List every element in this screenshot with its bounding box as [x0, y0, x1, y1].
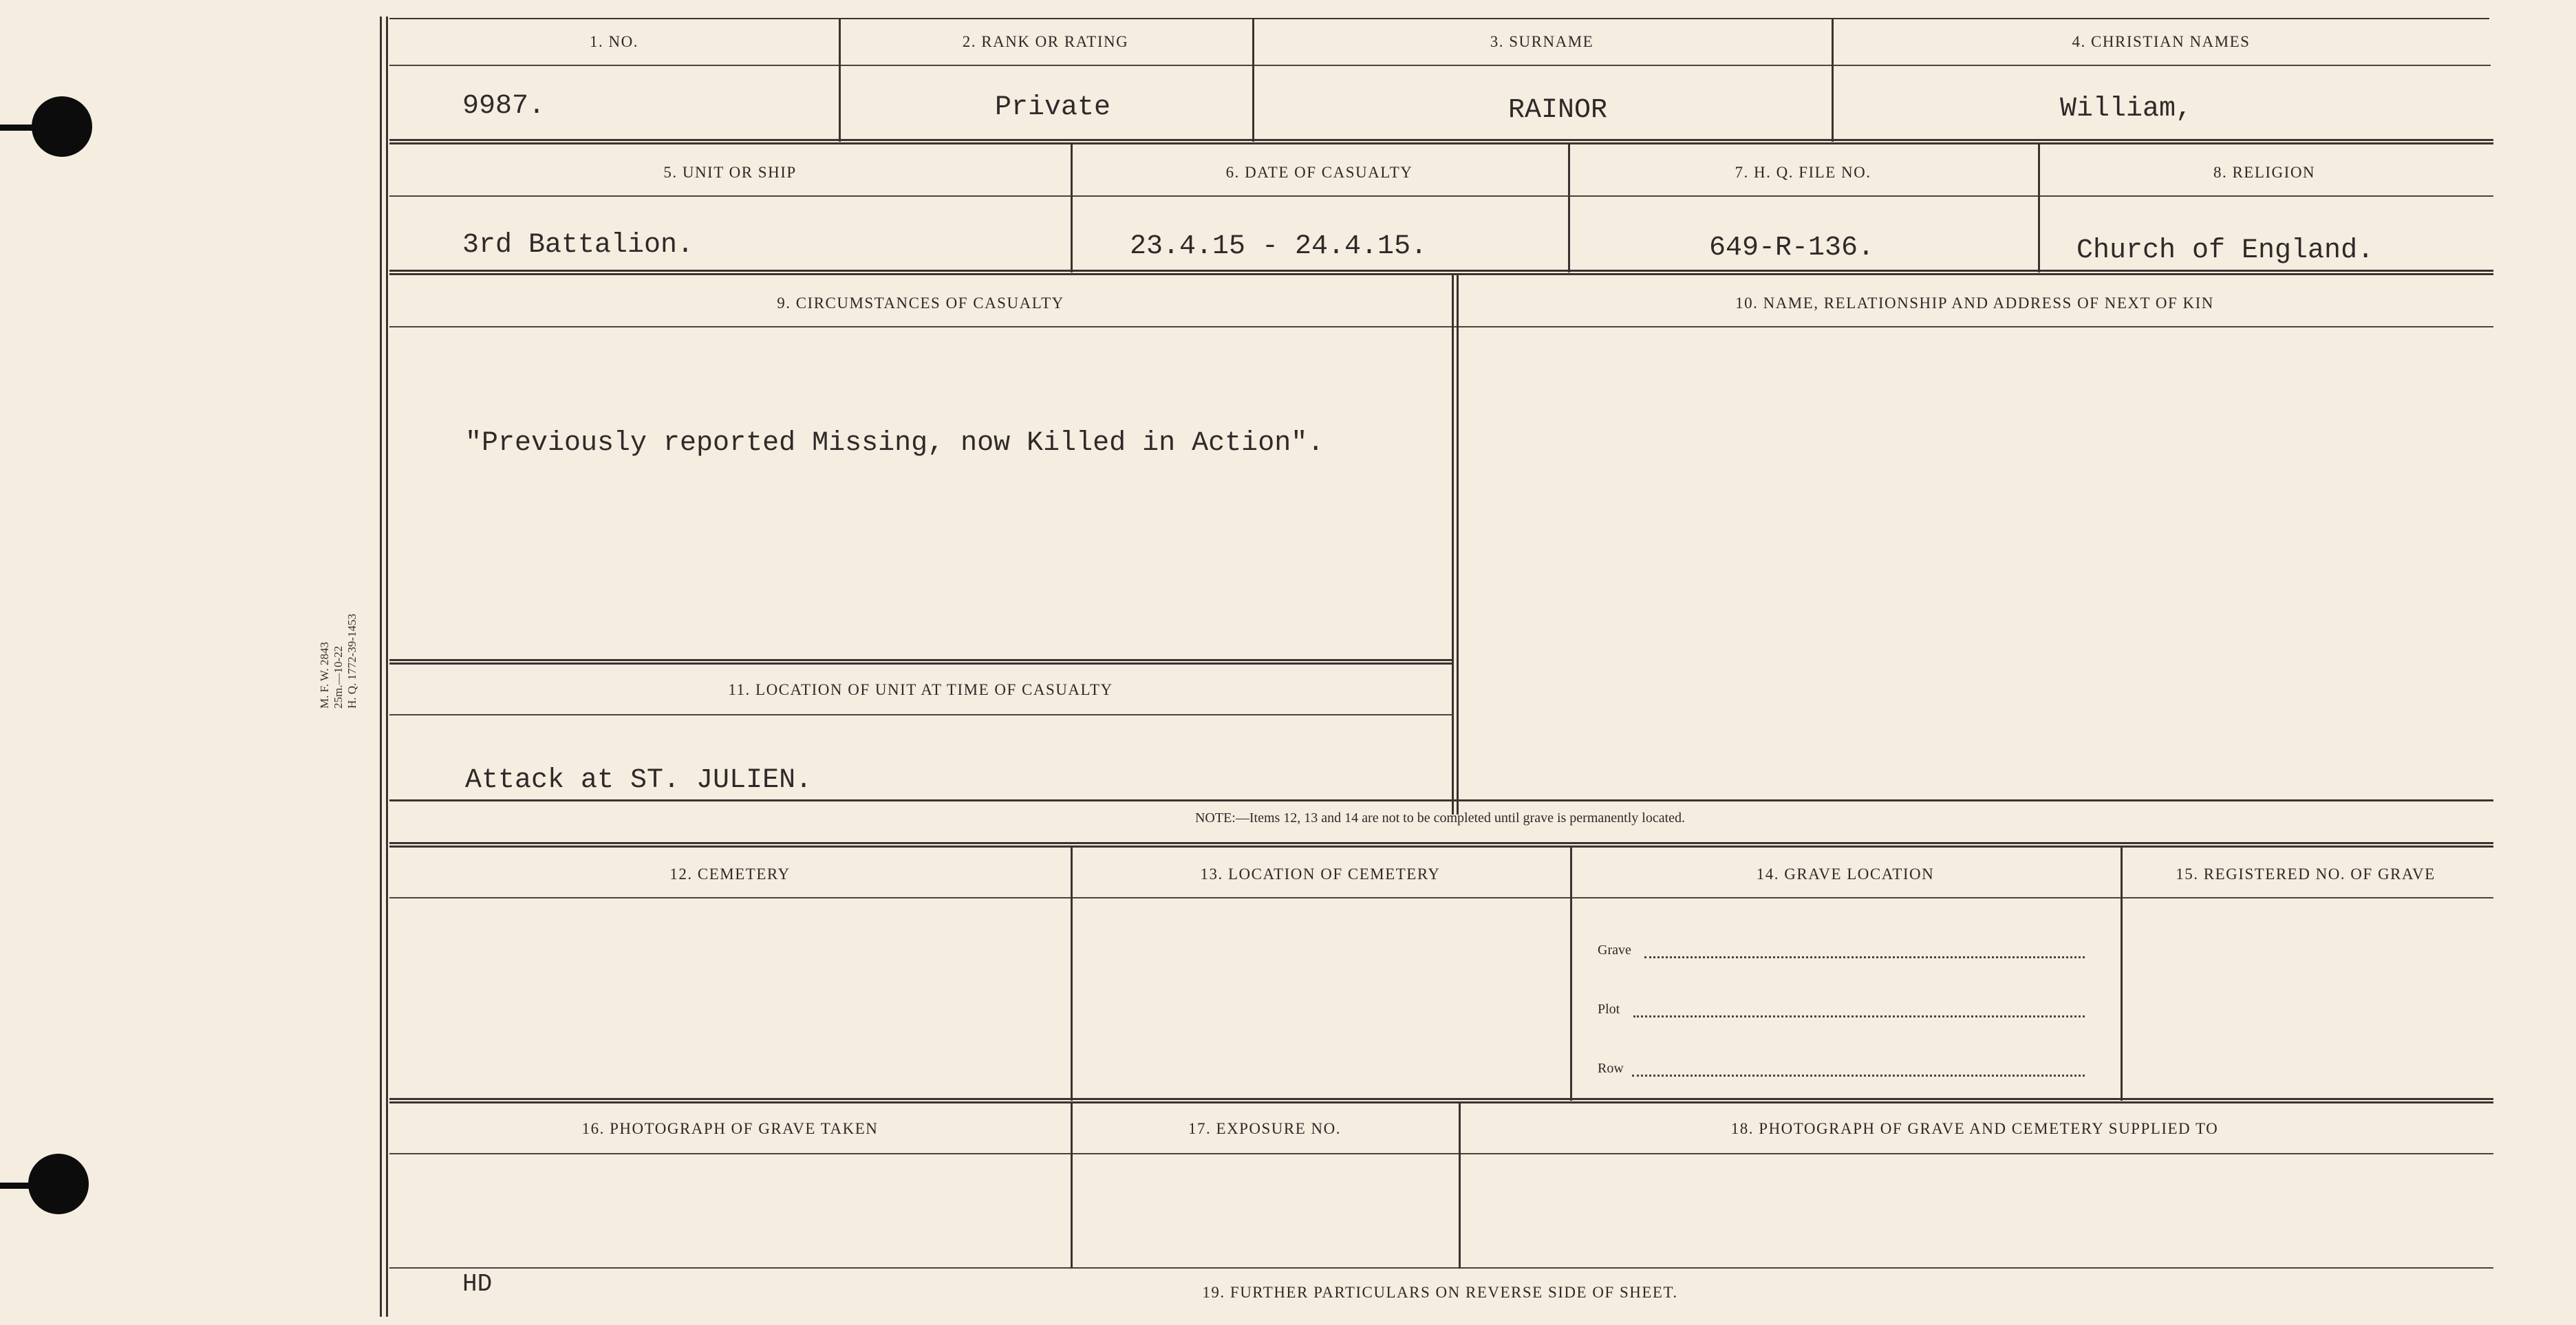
field-label-rank: 2. RANK OR RATING	[962, 33, 1129, 50]
form-number-line-3: H. Q. 1772-39-1453	[345, 614, 358, 709]
grave-label: Grave	[1598, 942, 1631, 958]
field-label-location-unit: 11. LOCATION OF UNIT AT TIME OF CASUALTY	[728, 681, 1113, 698]
margin-rule-outer	[380, 17, 382, 1317]
note-text: NOTE:—Items 12, 13 and 14 are not to be completed until grave is permanently located.	[1194, 810, 1686, 826]
form-number-line-1: M. F. W. 2843	[318, 642, 331, 709]
hq-file-value: 649-R-136.	[1709, 233, 1875, 263]
row-dotted-line	[1632, 1075, 2085, 1077]
field-label-surname: 3. SURNAME	[1490, 33, 1594, 50]
margin-rule-inner	[386, 17, 388, 1317]
field-label-date-casualty: 6. DATE OF CASUALTY	[1225, 164, 1413, 181]
field-label-further-particulars: 19. FURTHER PARTICULARS ON REVERSE SIDE OF SHEET.	[1202, 1284, 1678, 1301]
religion-value: Church of England.	[2076, 235, 2374, 266]
date-casualty-value: 23.4.15 - 24.4.15.	[1130, 231, 1428, 262]
field-label-no: 1. NO.	[590, 33, 638, 50]
circumstances-value: "Previously reported Missing, now Killed in Action".	[465, 428, 1324, 459]
field-label-christian-names: 4. CHRISTIAN NAMES	[2072, 33, 2251, 50]
field-label-exposure-no: 17. EXPOSURE NO.	[1188, 1120, 1342, 1137]
plot-label: Plot	[1598, 1002, 1620, 1017]
field-label-religion: 8. RELIGION	[2213, 164, 2316, 181]
field-label-location-cemetery: 13. LOCATION OF CEMETERY	[1200, 865, 1441, 883]
field-label-cemetery: 12. CEMETERY	[669, 865, 791, 883]
unit-value: 3rd Battalion.	[462, 230, 694, 261]
field-label-registered-no: 15. REGISTERED NO. OF GRAVE	[2176, 865, 2436, 883]
field-label-photo-supplied: 18. PHOTOGRAPH OF GRAVE AND CEMETERY SUPPLIED TO	[1730, 1120, 2219, 1137]
field-label-unit: 5. UNIT OR SHIP	[663, 164, 797, 181]
christian-names-value: William,	[2060, 94, 2193, 125]
field-label-next-of-kin: 10. NAME, RELATIONSHIP AND ADDRESS OF NEXT OF KIN	[1735, 294, 2214, 312]
field-label-grave-location: 14. GRAVE LOCATION	[1756, 865, 1935, 883]
form-number-line-2: 25m.—10-22	[332, 645, 345, 709]
field-label-hq-file: 7. H. Q. FILE NO.	[1735, 164, 1871, 181]
form-number-print	[318, 614, 359, 709]
rank-value: Private	[995, 92, 1111, 123]
service-number-value: 9987.	[462, 91, 546, 122]
row-label: Row	[1598, 1061, 1624, 1076]
grave-dotted-line	[1644, 956, 2085, 958]
plot-dotted-line	[1633, 1015, 2085, 1017]
punch-hole-top	[32, 96, 92, 157]
punch-hole-bottom	[28, 1154, 89, 1214]
clerk-initials: HD	[462, 1270, 493, 1298]
surname-value: RAINOR	[1508, 95, 1608, 126]
location-unit-value: Attack at ST. JULIEN.	[465, 765, 813, 796]
circumstances-of-death-card	[389, 18, 2489, 1318]
field-label-photo-taken: 16. PHOTOGRAPH OF GRAVE TAKEN	[581, 1120, 879, 1137]
field-label-circumstances: 9. CIRCUMSTANCES OF CASUALTY	[777, 294, 1064, 312]
